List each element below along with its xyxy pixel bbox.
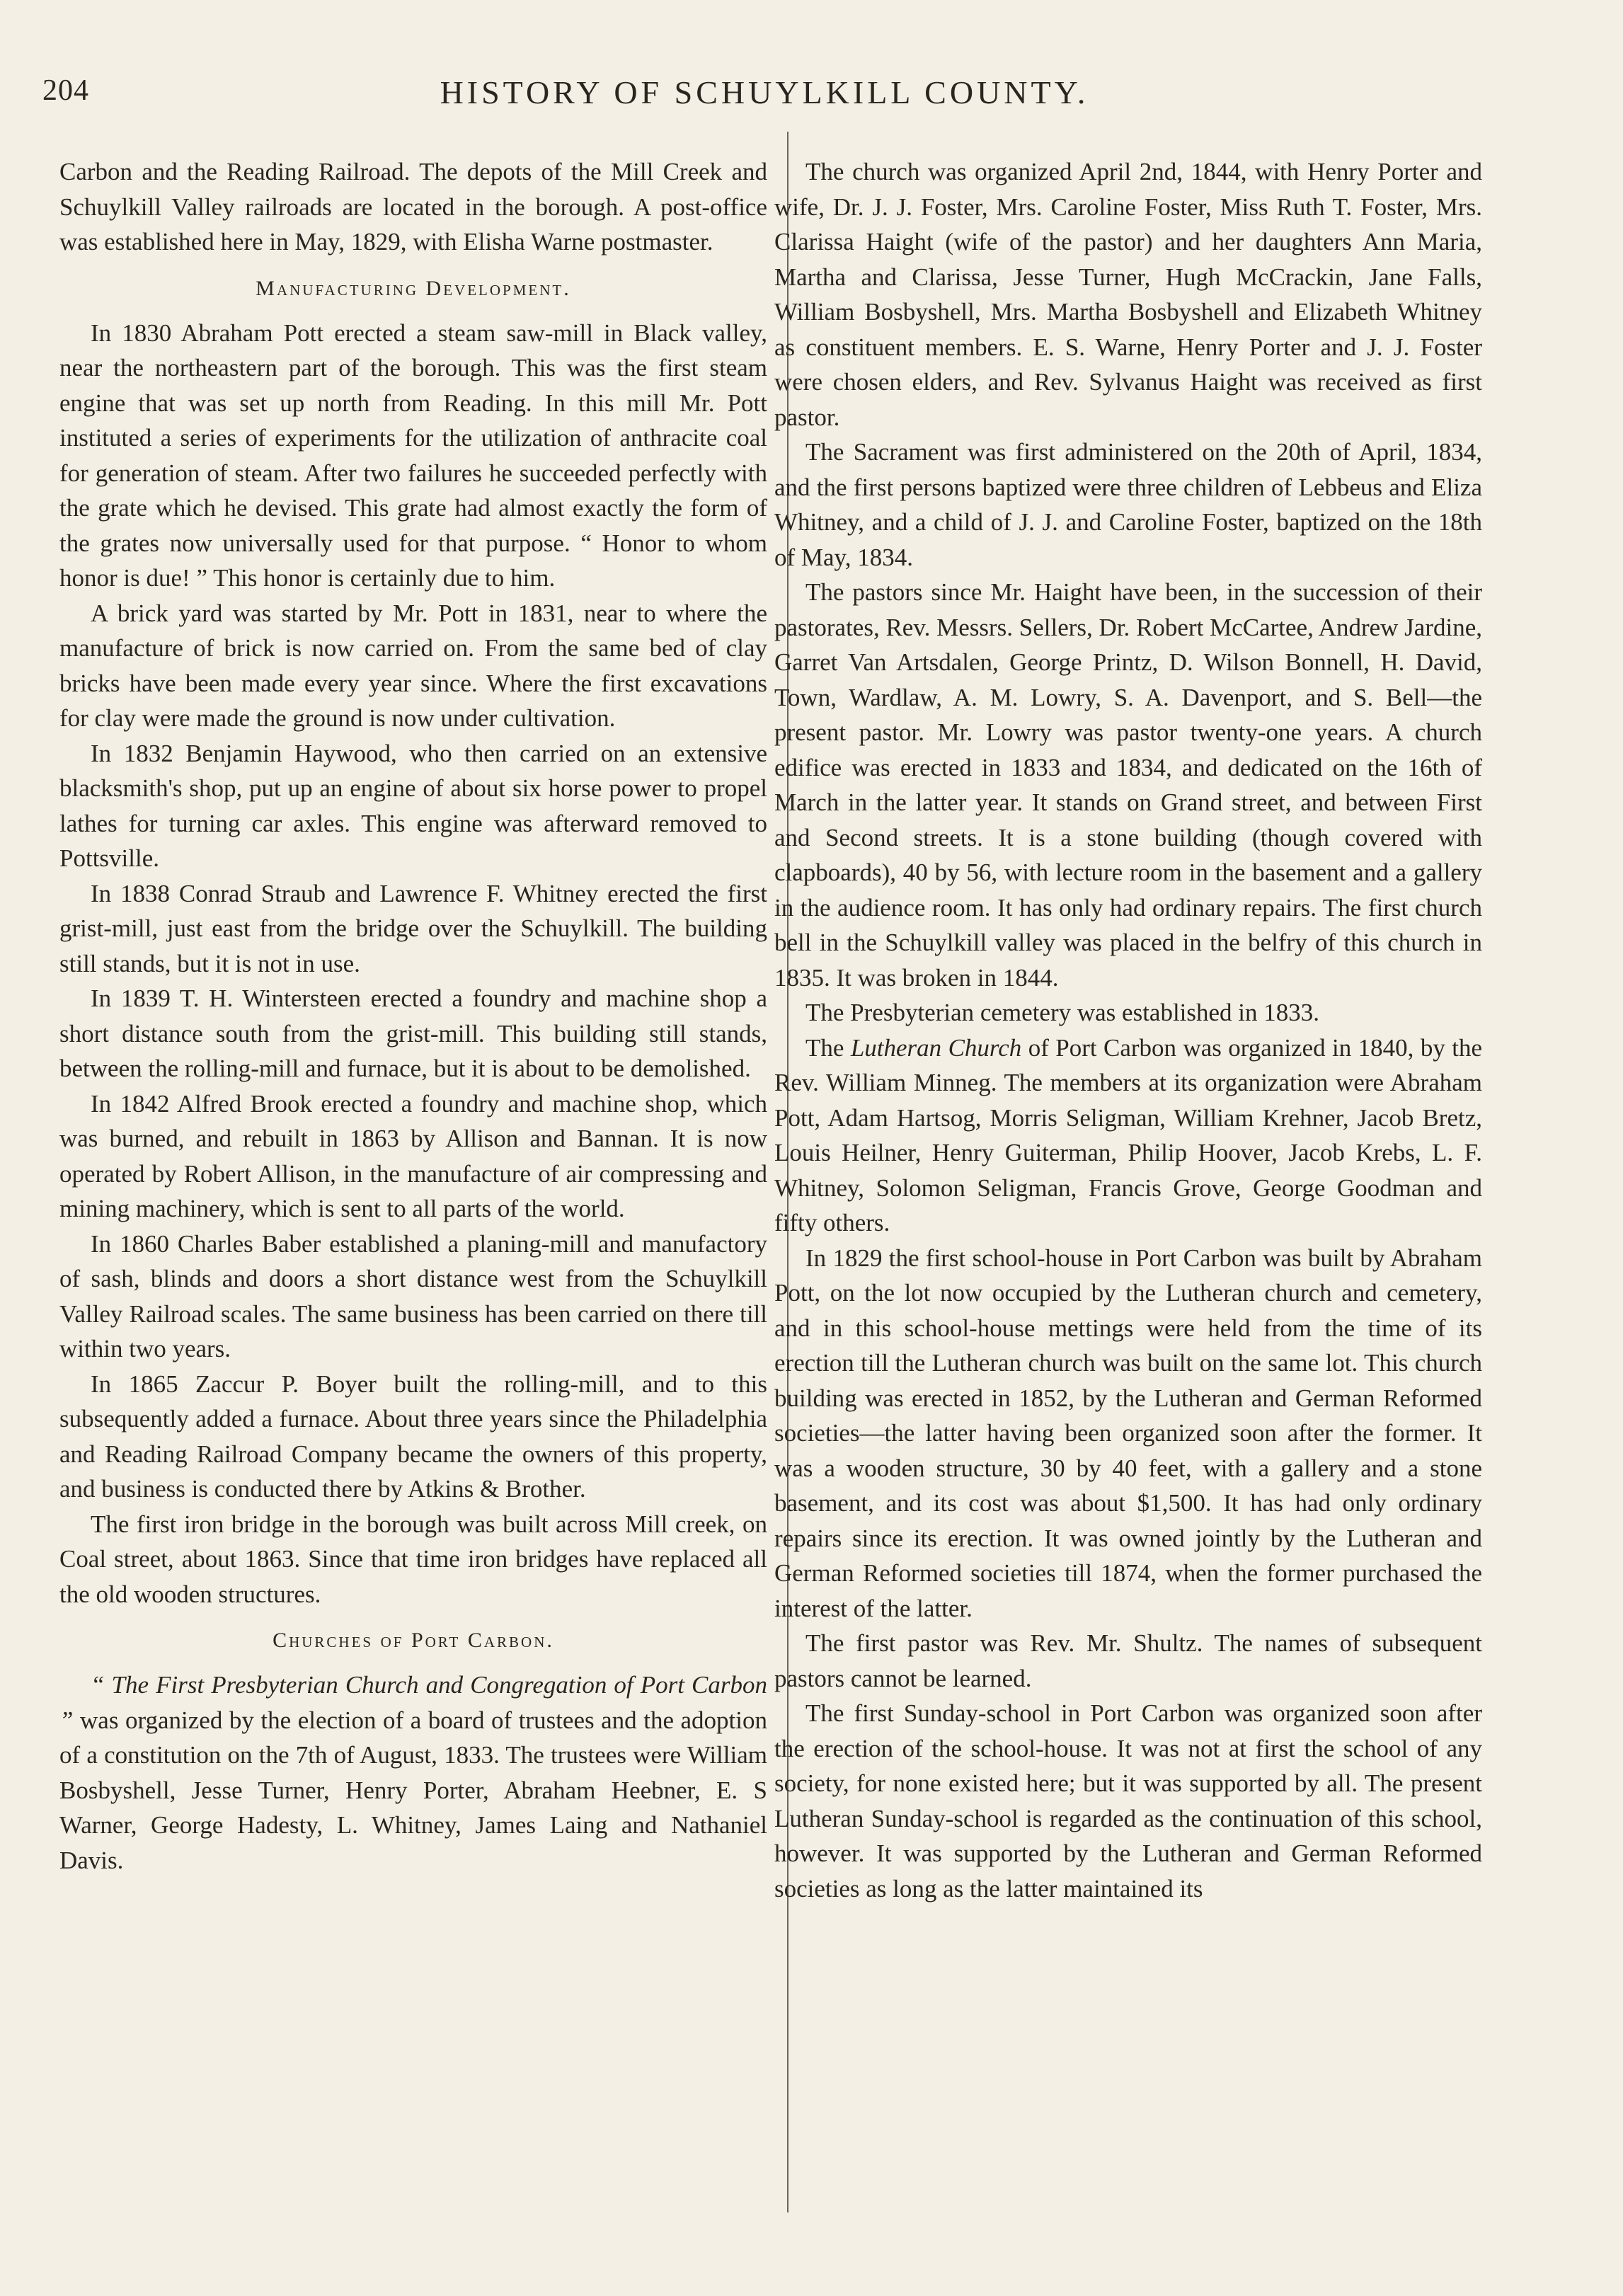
paragraph-text: In 1860 Charles Baber established a planing-mill and manufactory of sash, blinds and doors a short distance west from the Schuylkill Valley Railroad scales. The same business has been carried on there till within two years. (59, 1229, 767, 1362)
paragraph-text: In 1829 the first school-house in Port Carbon was built by Abraham Pott, on the lot now occupied by the Lutheran church and cemetery, and in this school-house mettings were held from the time of its erection till the Lutheran church was built on the same lot. This church building was erected in 1852, by the Lutheran and German Reformed societies—the latter having been organized soon after the former. It was a wooden structure, 30 by 40 feet, with a gallery and a stone basement, and its cost was about $1,500. It has had only ordinary repairs since its erection. It was owned jointly by the Lutheran and German Reformed societies till 1874, when the former purchased the interest of the latter. (774, 1244, 1482, 1622)
paragraph-text: In 1838 Conrad Straub and Lawrence F. Whitney erected the first grist-mill, just east from the bridge over the Schuylkill. The building still stands, but it is not in use. (59, 879, 767, 977)
paragraph-text: In 1865 Zaccur P. Boyer built the rolling-mill, and to this subsequently added a furnace. About three years since the Philadelphia and Reading Railroad Company became the owners of this property, and business is conducted there by Atkins & Brother. (59, 1370, 767, 1503)
paragraph (59, 1668, 767, 1878)
paragraph (59, 1227, 767, 1367)
paragraph-text: The pastors since Mr. Haight have been, in the succession of their pastorates, Rev. Messrs. Sellers, Dr. Robert McCartee, Andrew Jardine, Garret Van Artsdalen, George Printz, D. Wilson Bonnell, H. David, Town, Wardlaw, A. M. Lowry, S. A. Davenport, and S. Bell—the present pastor. Mr. Lowry was pastor twenty-one years. A church edifice was erected in 1833 and 1834, and dedicated on the 16th of March in the latter year. It stands on Grand street, and between First and Second streets. It is a stone building (though covered with clapboards), 40 by 56, with lecture room in the basement and a gallery in the audience room. It has only had ordinary repairs. The first church bell in the Schuylkill valley was placed in the belfry of this church in 1835. It was broken in 1844. (774, 578, 1482, 992)
paragraph (59, 1086, 767, 1227)
right-column (774, 154, 1482, 1906)
italic-title: “ The First Presbyterian Church and Congregation of Port Carbon ” (59, 1671, 767, 1734)
paragraph-text: A brick yard was started by Mr. Pott in 1831, near to where the manufacture of brick is now carried on. From the same bed of clay bricks have been made every year since. Where the first excavations for clay were made the ground is now under cultivation. (59, 599, 767, 732)
paragraph (59, 981, 767, 1086)
paragraph (774, 995, 1482, 1031)
paragraph-text: In 1832 Benjamin Haywood, who then carried on an extensive blacksmith's shop, put up an engine of about six horse power to propel lathes for turning car axles. This engine was afterward removed to Pottsville. (59, 739, 767, 872)
paragraph-text: The first Sunday-school in Port Carbon was organized soon after the erection of the school-house. It was not at first the school of any society, for none existed here; but it was supported by all. The present Lutheran Sunday-school is regarded as the continuation of this school, however. It was supported by the Lutheran and German Reformed societies as long as the latter maintained its (774, 1699, 1482, 1902)
paragraph-text: The church was organized April 2nd, 1844, with Henry Porter and wife, Dr. J. J. Foster, Mrs. Caroline Foster, Miss Ruth T. Foster, Mrs. Clarissa Haight (wife of the pastor) and her daughters Ann Maria, Martha and Clarissa, Jesse Turner, Hugh McCrackin, Jane Falls, William Bosbyshell, Mrs. Martha Bosbyshell and Elizabeth Whitney as constituent members. E. S. Warne, Henry Porter and J. J. Foster were chosen elders, and Rev. Sylvanus Haight was received as first pastor. (774, 158, 1482, 431)
paragraph-text: The Presbyterian cemetery was established in 1833. (805, 999, 1320, 1026)
paragraph (774, 1241, 1482, 1626)
paragraph (59, 876, 767, 982)
paragraph (59, 736, 767, 876)
paragraph (59, 596, 767, 736)
paragraph (59, 1507, 767, 1612)
running-head: HISTORY OF SCHUYLKILL COUNTY. (440, 74, 1089, 110)
paragraph-text: The first pastor was Rev. Mr. Shultz. The names of subsequent pastors cannot be learned. (774, 1629, 1482, 1692)
paragraph (59, 316, 767, 596)
page-header (42, 74, 1486, 123)
paragraph-text: The first iron bridge in the borough was built across Mill creek, on Coal street, about 1863. Since that time iron bridges have replaced all the old wooden structures. (59, 1510, 767, 1608)
paragraph-text: of Port Carbon was organized in 1840, by the Rev. William Minneg. The members at its organization were Abraham Pott, Adam Hartsog, Morris Seligman, William Krehner, Jacob Bretz, Louis Heilner, Henry Guiterman, Philip Hoover, Jacob Krebs, L. F. Whitney, Solomon Seligman, Francis Grove, George Goodman and fifty others. (774, 1033, 1482, 1236)
italic-title: Lutheran Church (850, 1033, 1022, 1062)
paragraph (774, 1696, 1482, 1906)
paragraph-text: In 1842 Alfred Brook erected a foundry and machine shop, which was burned, and rebuilt in 1863 by Allison and Bannan. It is now operated by Robert Allison, in the manufacture of air compressing and mining machinery, which is sent to all parts of the world. (59, 1089, 767, 1222)
left-column (59, 154, 767, 1878)
paragraph-text: Carbon and the Reading Railroad. The depots of the Mill Creek and Schuylkill Valley railroads are located in the borough. A post-office was established here in May, 1829, with Elisha Warne postmaster. (59, 158, 767, 256)
paragraph-lead: The (805, 1033, 851, 1062)
paragraph (774, 1031, 1482, 1241)
paragraph (774, 435, 1482, 575)
section-heading: Churches of Port Carbon. (273, 1629, 554, 1652)
paragraph-text: The Sacrament was first administered on the 20th of April, 1834, and the first persons baptized were three children of Lebbeus and Eliza Whitney, and a child of J. J. and Caroline Foster, baptized on the 18th of May, 1834. (774, 438, 1482, 571)
paragraph (774, 575, 1482, 995)
paragraph (59, 154, 767, 260)
paragraph-text: In 1839 T. H. Wintersteen erected a foundry and machine shop a short distance south from the grist-mill. This building still stands, between the rolling-mill and furnace, but it is about to be demolished. (59, 985, 767, 1082)
paragraph-text: was organized by the election of a board of trustees and the adoption of a constitution on the 7th of August, 1833. The trustees were William Bosbyshell, Jesse Turner, Henry Porter, Abraham Heebner, E. S Warner, George Hadesty, L. Whitney, James Laing and Nathaniel Davis. (59, 1706, 767, 1874)
page-number: 204 (42, 74, 89, 107)
paragraph (774, 154, 1482, 435)
paragraph (774, 1626, 1482, 1696)
paragraph-text: In 1830 Abraham Pott erected a steam saw-mill in Black valley, near the northeastern part of the borough. This was the first steam engine that was set up north from Reading. In this mill Mr. Pott instituted a series of experiments for the utilization of anthracite coal for generation of steam. After two failures he succeeded perfectly with the grate which he devised. This grate had almost exactly the form of the grates now universally used for that purpose. “ Honor to whom honor is due! ” This honor is certainly due to him. (59, 318, 767, 592)
paragraph (59, 1367, 767, 1507)
section-heading: Manufacturing Development. (256, 276, 571, 300)
